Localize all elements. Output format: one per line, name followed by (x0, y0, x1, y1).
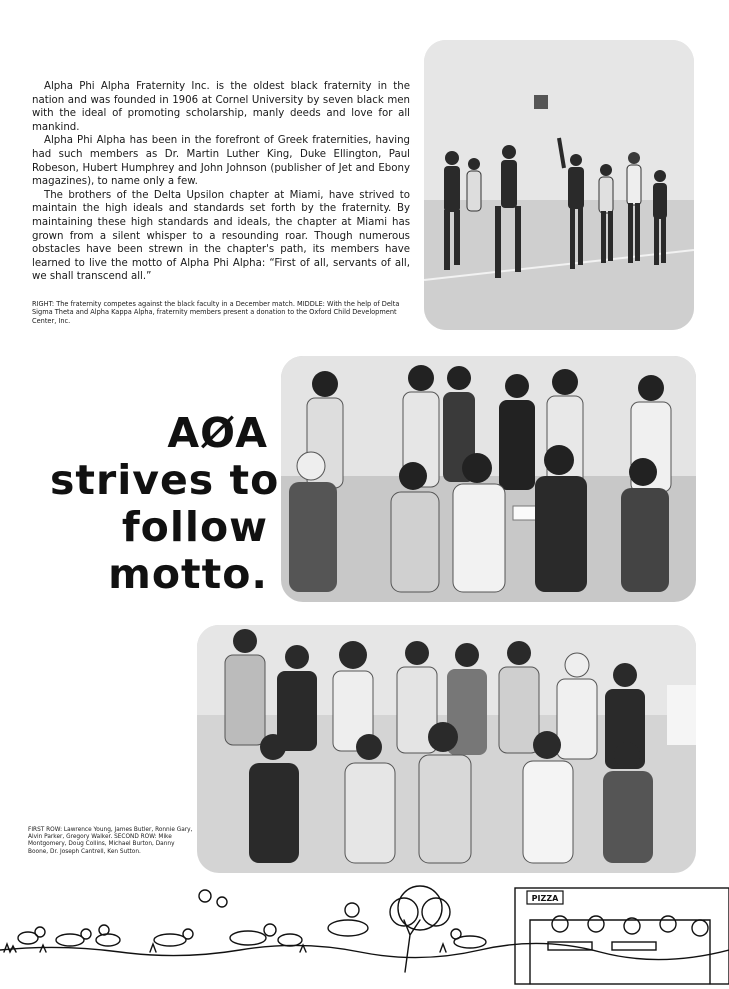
headline-line: AØA (167, 409, 268, 457)
donation-photo (281, 356, 696, 602)
article-paragraph: Alpha Phi Alpha has been in the forefront of Greek fraternities, having had such members as Dr. Martin Luther King, Duke Ellington, Paul Robeson, Hubert Humphrey and John Johnson (publisher of Jet and Ebony magazines), to name only a few. (32, 135, 410, 188)
photo-caption-top: RIGHT: The fraternity competes against the black faculty in a December match. MIDDLE: With the help of Delta Sigma Theta and Alpha Kappa Alpha, fraternity members present a donation to the Oxford Child Development Center, Inc. (32, 300, 400, 325)
article-paragraph: The brothers of the Delta Upsilon chapter at Miami, have strived to maintain the high ideals and standards set forth by the fraternity. By maintaining these high standards and ideals, the chapter at Miami has grown from a silent whisper to a resounding roar. Though numerous obstacles have been strewn in the chapter's path, its members have learned to live the motto of Alpha Phi Alpha: “First of all, servants of all, we shall transcend all.” (32, 189, 410, 283)
article-paragraph: Alpha Phi Alpha Fraternity Inc. is the oldest black fraternity in the nation and was founded in 1906 at Cornel University by seven black men with the ideal of promoting scholarship, manly deeds and love for all mankind. (32, 81, 410, 133)
headline-line: strives to (50, 456, 280, 504)
group-photo (197, 625, 696, 873)
headline (50, 409, 280, 598)
headline-line: motto. (108, 550, 268, 598)
basketball-game-photo (424, 40, 694, 330)
article-body (32, 80, 410, 284)
pizza-sign: PIZZA (531, 894, 559, 903)
cartoon-strip (0, 880, 729, 989)
headline-line: follow (121, 503, 268, 551)
photo-caption-bottom: FIRST ROW: Lawrence Young, James Butler, Ronnie Gary, Alvin Parker, Gregory Walker. SECOND ROW: Mike Montgomery, Doug Collins, Michael Burton, Danny Boone, Dr. Joseph Cantrell, Ken Sutton. (28, 827, 193, 855)
